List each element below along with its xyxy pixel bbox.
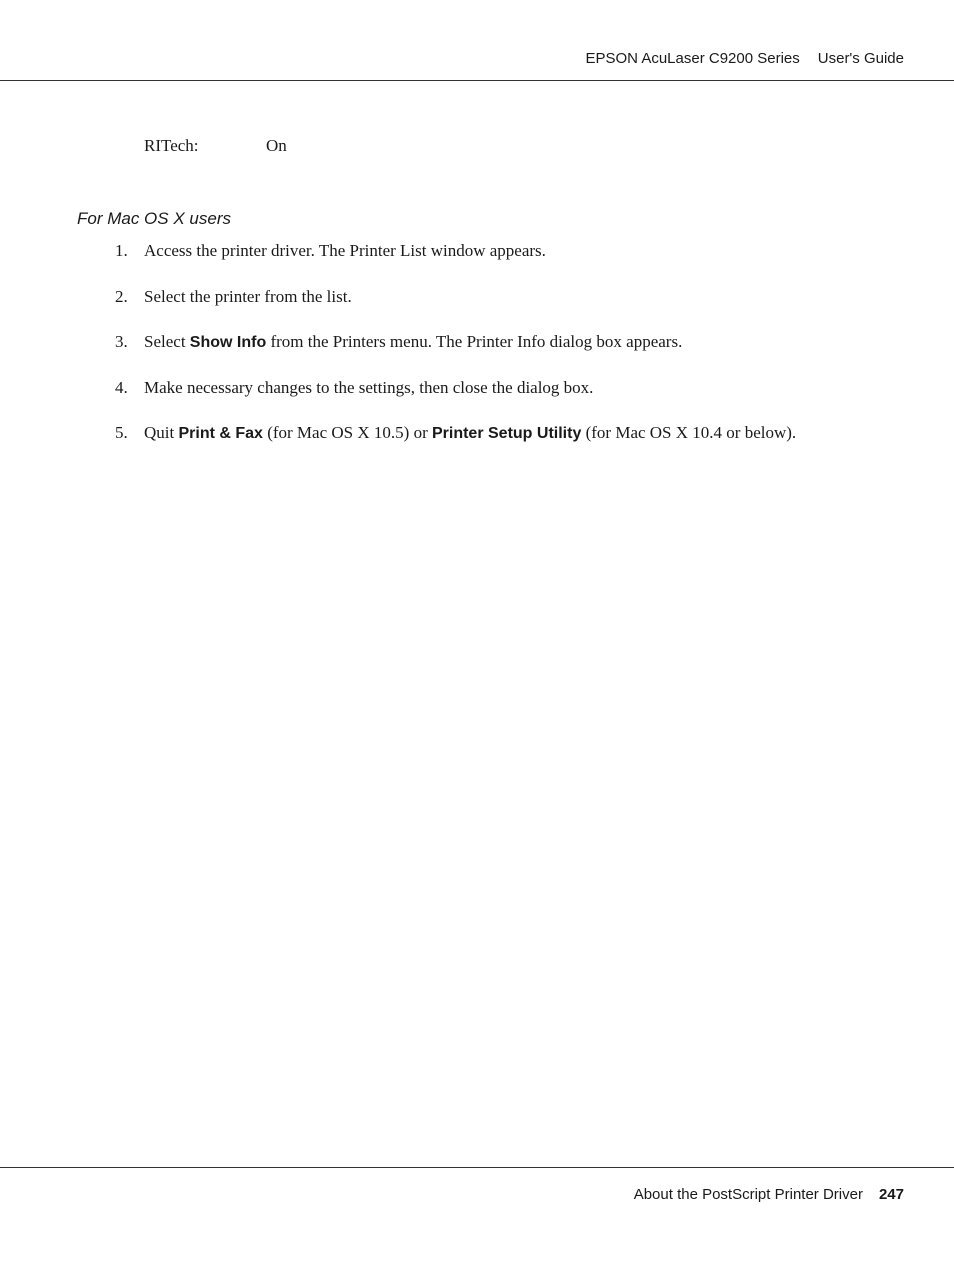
step-text: [144, 287, 352, 307]
step-number: 5.: [115, 423, 128, 442]
step-item: [0, 287, 954, 333]
steps-list: [0, 241, 954, 469]
step-text-run: (for Mac OS X 10.5) or: [262, 423, 432, 442]
step-item: [0, 423, 954, 469]
guide-name: User's Guide: [817, 50, 904, 67]
step-text: [144, 423, 796, 443]
step-text-run: Make necessary changes to the settings, then close the dialog box.: [144, 377, 594, 397]
step-item: [0, 378, 954, 424]
section-heading: For Mac OS X users: [77, 209, 231, 228]
step-item: [0, 241, 954, 287]
step-number: 2.: [115, 286, 128, 306]
setting-row: [144, 136, 287, 156]
step-ui-term: Print & Fax: [178, 425, 263, 442]
step-text-run: Select: [144, 332, 190, 351]
setting-label: RITech:: [144, 136, 199, 155]
page-footer: [634, 1186, 904, 1203]
header-rule: [0, 80, 954, 81]
footer-section-name: About the PostScript Printer Driver: [633, 1186, 863, 1203]
step-text: [144, 332, 682, 352]
step-text-run: (for Mac OS X 10.4 or below).: [581, 423, 797, 442]
step-ui-term: Printer Setup Utility: [431, 425, 582, 442]
document-title: EPSON AcuLaser C9200 Series: [585, 50, 800, 67]
step-number: 1.: [115, 241, 128, 260]
step-text: [144, 241, 546, 261]
step-text-run: from the Printers menu. The Printer Info dialog box appears.: [266, 332, 683, 351]
page-number: 247: [878, 1186, 904, 1203]
step-number: 3.: [115, 332, 128, 351]
footer-rule: [0, 1167, 954, 1168]
step-text-run: Select the printer from the list.: [144, 286, 352, 306]
step-item: [0, 332, 954, 378]
setting-value: On: [266, 136, 287, 155]
step-number: 4.: [115, 377, 128, 397]
step-text-run: Access the printer driver. The Printer List window appears.: [144, 241, 546, 260]
step-text-run: Quit: [144, 423, 179, 442]
page-header: [585, 50, 904, 67]
step-ui-term: Show Info: [189, 334, 267, 351]
step-text: [144, 378, 593, 398]
